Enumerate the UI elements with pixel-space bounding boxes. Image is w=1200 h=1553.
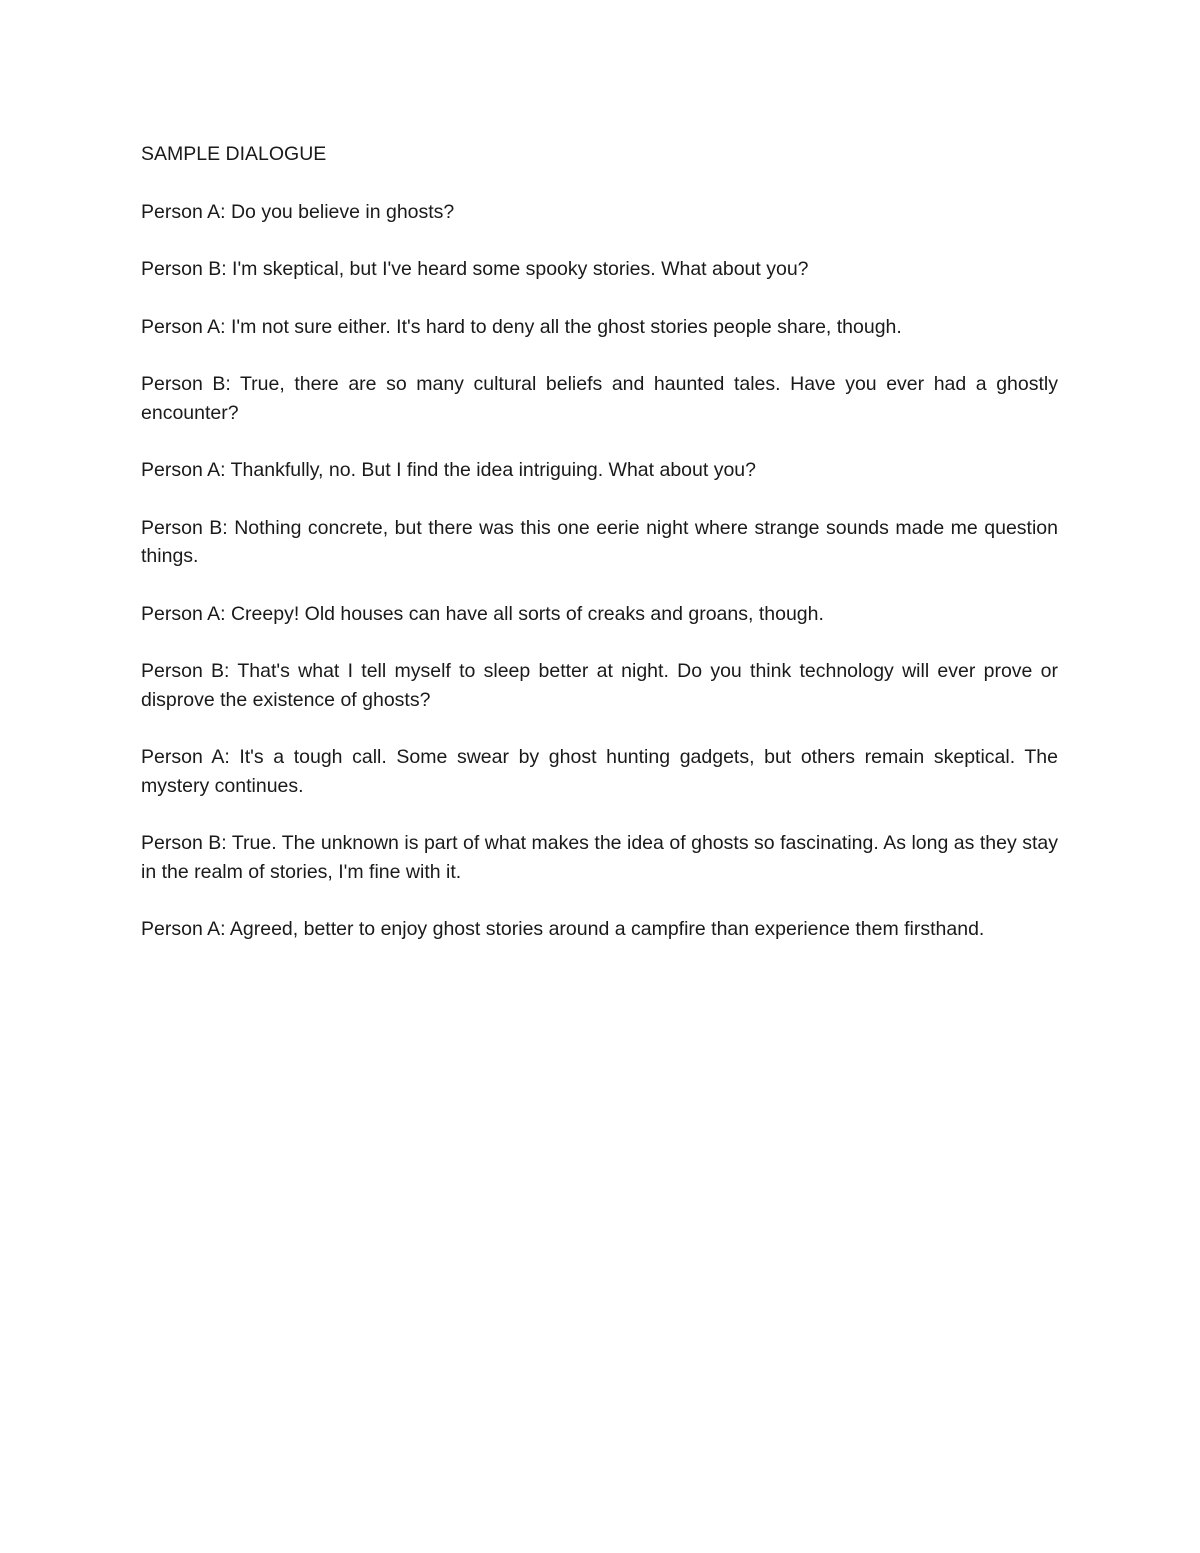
dialogue-line: Person A: Agreed, better to enjoy ghost stories around a campfire than experience them firsthand.	[141, 918, 985, 940]
dialogue-line: Person B: True. The unknown is part of what makes the idea of ghosts so fascinating. As long as they stay in the realm of stories, I'm fine with it.	[141, 832, 1058, 883]
dialogue-line: Person B: I'm skeptical, but I've heard some spooky stories. What about you?	[141, 258, 809, 280]
dialogue-line: Person A: Creepy! Old houses can have all sorts of creaks and groans, though.	[141, 602, 824, 625]
dialogue-line: Person B: True, there are so many cultural beliefs and haunted tales. Have you ever had a ghostly encounter?	[141, 373, 1058, 424]
dialogue-line: Person B: That's what I tell myself to sleep better at night. Do you think technology will ever prove or disprove the existence of ghosts?	[141, 660, 1058, 711]
document-body	[141, 140, 1058, 973]
dialogue-line: Person A: Do you believe in ghosts?	[141, 200, 455, 223]
document-title: SAMPLE DIALOGUE	[141, 143, 327, 165]
dialogue-line: Person A: I'm not sure either. It's hard to deny all the ghost stories people share, though.	[141, 315, 902, 338]
dialogue-line: Person B: Nothing concrete, but there was this one eerie night where strange sounds made me question things.	[141, 516, 1058, 567]
dialogue-line: Person A: It's a tough call. Some swear by ghost hunting gadgets, but others remain skeptical. The mystery continues.	[141, 746, 1058, 797]
dialogue-line: Person A: Thankfully, no. But I find the idea intriguing. What about you?	[141, 459, 756, 481]
